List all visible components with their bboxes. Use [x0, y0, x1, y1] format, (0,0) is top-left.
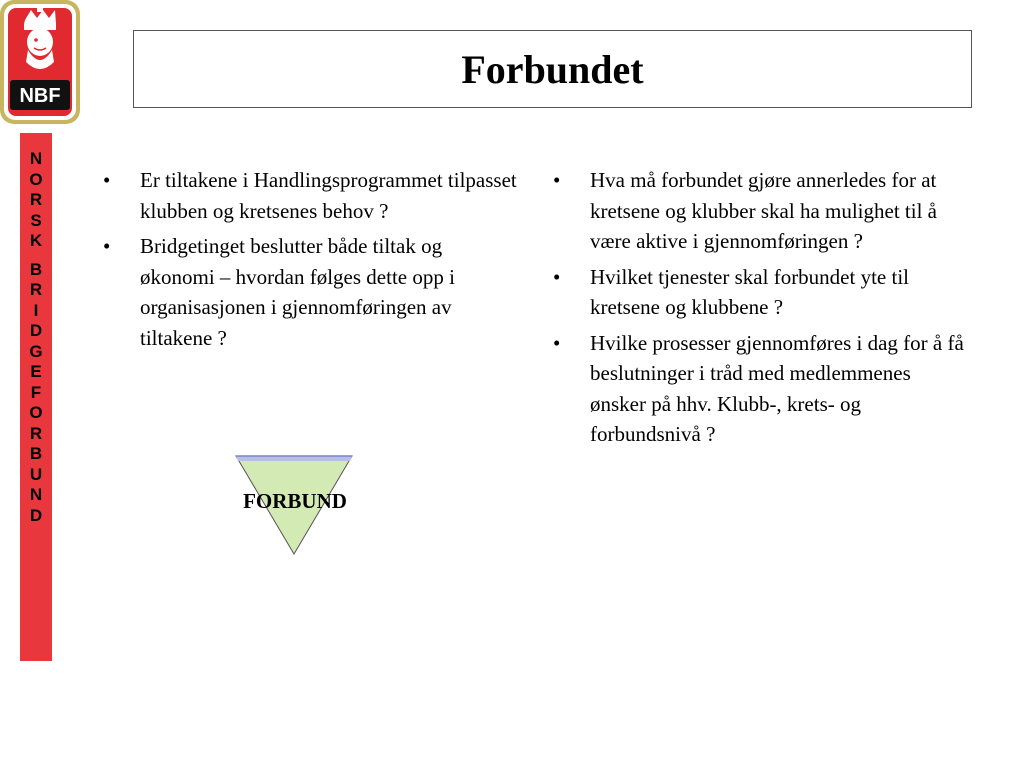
side-strip-letter: N	[29, 485, 43, 504]
bullet-item: • Hva må forbundet gjøre annerledes for at kretsene og klubber skal ha mulighet til å være aktive i gjennomføringen ?	[550, 165, 970, 257]
side-strip-letter: B	[29, 259, 43, 279]
side-strip-letter: G	[29, 341, 43, 361]
side-strip-letter: D	[29, 505, 43, 525]
side-strip-norsk-bridgeforbund	[20, 133, 52, 661]
side-strip-letter: I	[33, 300, 39, 320]
side-strip-letter: O	[29, 169, 43, 189]
bullet-item: • Bridgetinget beslutter både tiltak og økonomi – hvordan følges dette opp i organisasjonen i gjennomføringen av tiltakene ?	[100, 231, 520, 353]
right-bullet-list	[550, 165, 970, 455]
side-strip-letter: F	[30, 382, 42, 402]
side-strip-letter: D	[29, 321, 43, 340]
side-strip-letter: E	[30, 362, 42, 381]
side-strip-letter: N	[29, 149, 43, 168]
bullet-item: • Hvilket tjenester skal forbundet yte til kretsene og klubbene ?	[550, 262, 970, 323]
side-strip-letter: B	[29, 444, 43, 463]
page-title: Forbundet	[461, 46, 644, 92]
side-strip-letter: R	[29, 190, 43, 209]
side-strip-word	[29, 149, 42, 252]
nbf-logo	[0, 0, 80, 124]
side-strip-word	[29, 260, 42, 527]
side-strip-letter: K	[29, 231, 43, 250]
logo-text: NBF	[19, 85, 61, 107]
side-strip-letter: R	[29, 423, 43, 443]
bullet-item: • Er tiltakene i Handlingsprogrammet tilpasset klubben og kretsenes behov ?	[100, 165, 520, 226]
left-bullet-list	[100, 165, 520, 358]
side-strip-letter: U	[29, 464, 43, 484]
side-strip-letter: S	[30, 210, 42, 230]
side-strip-letter: O	[29, 403, 43, 422]
title-box	[133, 30, 972, 108]
side-strip-letter: R	[29, 280, 43, 299]
bullet-item: • Hvilke prosesser gjennomføres i dag for å få beslutninger i tråd med medlemmenes ønsker på hhv. Klubb-, krets- og forbundsnivå ?	[550, 328, 970, 450]
triangle-label: FORBUND	[243, 489, 347, 513]
